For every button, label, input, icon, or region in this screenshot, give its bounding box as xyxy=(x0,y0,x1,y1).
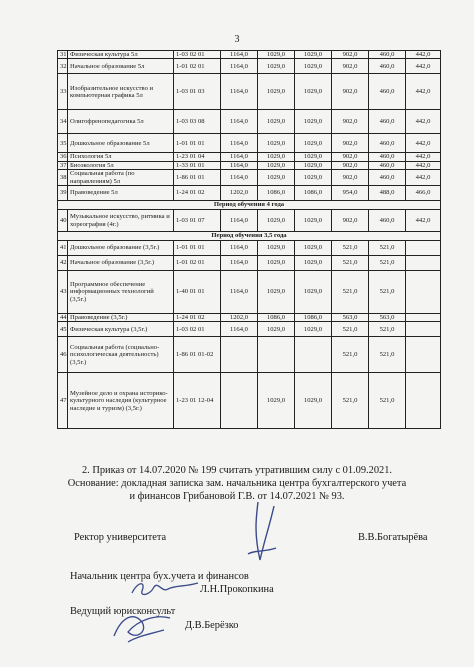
accounting-title: Начальник центра бух.учета и финансов xyxy=(70,571,249,582)
row-number: 36 xyxy=(58,153,68,161)
tuition-value xyxy=(221,337,258,373)
tuition-value xyxy=(406,241,441,256)
table-row xyxy=(58,373,441,429)
table-row xyxy=(58,271,441,314)
row-number: 32 xyxy=(58,59,68,74)
accounting-signature xyxy=(128,575,208,601)
table-row xyxy=(58,161,441,169)
tuition-value: 1029,0 xyxy=(258,210,295,232)
row-number: 45 xyxy=(58,322,68,337)
table-row xyxy=(58,170,441,186)
tuition-value: 1164,0 xyxy=(221,170,258,186)
row-number: 46 xyxy=(58,337,68,373)
section-title: Период обучения 4 года xyxy=(58,201,441,210)
rector-title: Ректор университета xyxy=(74,532,167,543)
tuition-value: 442,0 xyxy=(406,110,441,134)
tuition-value: 902,0 xyxy=(332,161,369,169)
specialty-code: 1-03 03 08 xyxy=(174,110,221,134)
specialty-code: 1-23 01 04 xyxy=(174,153,221,161)
tuition-value: 460,0 xyxy=(369,161,406,169)
table-row xyxy=(58,256,441,271)
tuition-value: 1164,0 xyxy=(221,256,258,271)
tuition-value: 1029,0 xyxy=(295,153,332,161)
tuition-value: 1029,0 xyxy=(295,241,332,256)
row-number: 43 xyxy=(58,271,68,314)
table-row xyxy=(58,210,441,232)
specialty-name: Психология 5л xyxy=(68,153,174,161)
tuition-value: 1086,0 xyxy=(295,186,332,201)
tuition-value: 1086,0 xyxy=(258,186,295,201)
tuition-value: 1164,0 xyxy=(221,241,258,256)
table-row xyxy=(58,134,441,153)
tuition-value: 521,0 xyxy=(369,256,406,271)
tuition-value: 1029,0 xyxy=(295,256,332,271)
tuition-value: 442,0 xyxy=(406,74,441,110)
order-line: 2. Приказ от 14.07.2020 № 199 считать утратившим силу с 01.09.2021. xyxy=(81,465,393,476)
specialty-name: Дошкольное образование (3,5г.) xyxy=(68,241,174,256)
tuition-value: 460,0 xyxy=(369,170,406,186)
specialty-code: 1-03 02 01 xyxy=(174,322,221,337)
tuition-value: 1086,0 xyxy=(295,314,332,322)
row-number: 40 xyxy=(58,210,68,232)
row-number: 34 xyxy=(58,110,68,134)
tuition-value: 521,0 xyxy=(332,256,369,271)
tuition-value: 1029,0 xyxy=(258,59,295,74)
table-row xyxy=(58,314,441,322)
tuition-value: 1029,0 xyxy=(295,210,332,232)
tuition-value: 521,0 xyxy=(369,337,406,373)
table-row xyxy=(58,186,441,201)
tuition-value: 442,0 xyxy=(406,153,441,161)
tuition-value: 1029,0 xyxy=(258,161,295,169)
tuition-value: 902,0 xyxy=(332,59,369,74)
tuition-value: 442,0 xyxy=(406,59,441,74)
tuition-value: 563,0 xyxy=(369,314,406,322)
orders-block xyxy=(0,464,474,503)
tuition-value: 1029,0 xyxy=(258,153,295,161)
tuition-value: 1029,0 xyxy=(258,373,295,429)
tuition-value: 902,0 xyxy=(332,153,369,161)
tuition-value: 488,0 xyxy=(369,186,406,201)
tuition-value: 1164,0 xyxy=(221,322,258,337)
tuition-value: 1029,0 xyxy=(258,170,295,186)
specialty-code: 1-01 02 01 xyxy=(174,256,221,271)
row-number: 31 xyxy=(58,51,68,59)
section-title: Период обучения 3,5 года xyxy=(58,232,441,241)
row-number: 44 xyxy=(58,314,68,322)
tuition-value: 460,0 xyxy=(369,51,406,59)
tuition-value: 521,0 xyxy=(332,271,369,314)
row-number: 39 xyxy=(58,186,68,201)
specialty-name: Правоведение 5л xyxy=(68,186,174,201)
rector-signature xyxy=(240,498,280,566)
specialty-code: 1-01 02 01 xyxy=(174,59,221,74)
row-number: 41 xyxy=(58,241,68,256)
specialty-code: 1-01 01 01 xyxy=(174,241,221,256)
specialty-name: Социальная работа (по направлениям) 5л xyxy=(68,170,174,186)
specialty-name: Изобразительное искусство и компьютерная графика 5л xyxy=(68,74,174,110)
tuition-value: 1029,0 xyxy=(258,322,295,337)
tuition-value: 521,0 xyxy=(332,241,369,256)
specialty-name: Олигофренопедагогика 5л xyxy=(68,110,174,134)
tuition-value xyxy=(406,256,441,271)
tuition-value: 1164,0 xyxy=(221,59,258,74)
tuition-value: 1029,0 xyxy=(258,51,295,59)
table-row xyxy=(58,51,441,59)
table-row xyxy=(58,110,441,134)
tuition-value: 902,0 xyxy=(332,170,369,186)
tuition-table xyxy=(57,50,441,429)
tuition-value xyxy=(221,373,258,429)
tuition-value: 1164,0 xyxy=(221,161,258,169)
tuition-value: 521,0 xyxy=(332,373,369,429)
specialty-code: 1-24 01 02 xyxy=(174,186,221,201)
row-number: 33 xyxy=(58,74,68,110)
specialty-name: Программное обеспечение информационных технологий (3,5г.) xyxy=(68,271,174,314)
tuition-value: 521,0 xyxy=(369,373,406,429)
specialty-code: 1-33 01 01 xyxy=(174,161,221,169)
table-row xyxy=(58,74,441,110)
tuition-value: 460,0 xyxy=(369,110,406,134)
tuition-value: 902,0 xyxy=(332,51,369,59)
tuition-value xyxy=(406,314,441,322)
tuition-value: 1029,0 xyxy=(295,322,332,337)
row-number: 47 xyxy=(58,373,68,429)
tuition-value: 1029,0 xyxy=(258,134,295,153)
section-row xyxy=(58,201,441,210)
page-number: 3 xyxy=(234,34,240,45)
tuition-value: 1029,0 xyxy=(295,134,332,153)
tuition-value: 521,0 xyxy=(369,322,406,337)
specialty-code: 1-24 01 02 xyxy=(174,314,221,322)
tuition-value: 1202,0 xyxy=(221,314,258,322)
tuition-value xyxy=(295,337,332,373)
specialty-name: Физическая культура 5л xyxy=(68,51,174,59)
tuition-value: 1029,0 xyxy=(258,110,295,134)
specialty-name: Социальная работа (социально-психологическая деятельность) (3,5г.) xyxy=(68,337,174,373)
tuition-value: 1164,0 xyxy=(221,51,258,59)
tuition-value: 521,0 xyxy=(369,241,406,256)
specialty-name: Биоэкология 5л xyxy=(68,161,174,169)
tuition-value: 1029,0 xyxy=(295,110,332,134)
specialty-code: 1-03 01 03 xyxy=(174,74,221,110)
tuition-value: 902,0 xyxy=(332,134,369,153)
row-number: 37 xyxy=(58,161,68,169)
tuition-value xyxy=(406,373,441,429)
tuition-value: 954,0 xyxy=(332,186,369,201)
lawyer-title: Ведущий юрисконсульт xyxy=(70,606,176,617)
table-row xyxy=(58,59,441,74)
lawyer-name: Д.В.Берёзко xyxy=(185,620,239,631)
specialty-name: Дошкольное образование 5л xyxy=(68,134,174,153)
specialty-name: Физическая культура (3,5г.) xyxy=(68,322,174,337)
tuition-value: 1164,0 xyxy=(221,271,258,314)
tuition-value: 442,0 xyxy=(406,170,441,186)
tuition-value xyxy=(406,337,441,373)
tuition-value xyxy=(406,322,441,337)
tuition-value: 902,0 xyxy=(332,210,369,232)
tuition-value: 1029,0 xyxy=(295,271,332,314)
specialty-name: Музыкальное искусство, ритмика и хореография (4г.) xyxy=(68,210,174,232)
tuition-value: 1029,0 xyxy=(295,51,332,59)
tuition-value: 1029,0 xyxy=(258,241,295,256)
specialty-code: 1-86 01 01 xyxy=(174,170,221,186)
table-row xyxy=(58,337,441,373)
tuition-value: 1086,0 xyxy=(258,314,295,322)
specialty-name: Правоведение (3,5г.) xyxy=(68,314,174,322)
lawyer-signature xyxy=(108,606,178,646)
tuition-value: 521,0 xyxy=(369,271,406,314)
tuition-value: 1029,0 xyxy=(295,74,332,110)
row-number: 42 xyxy=(58,256,68,271)
tuition-value: 1164,0 xyxy=(221,134,258,153)
specialty-code: 1-23 01 12-04 xyxy=(174,373,221,429)
table-row xyxy=(58,241,441,256)
tuition-value: 1029,0 xyxy=(295,373,332,429)
tuition-value: 521,0 xyxy=(332,322,369,337)
tuition-value: 521,0 xyxy=(332,337,369,373)
tuition-value: 1164,0 xyxy=(221,74,258,110)
table-row xyxy=(58,322,441,337)
accounting-name: Л.Н.Прокопкина xyxy=(200,584,274,595)
tuition-value: 442,0 xyxy=(406,134,441,153)
tuition-value: 442,0 xyxy=(406,161,441,169)
tuition-value: 1029,0 xyxy=(295,170,332,186)
tuition-value: 460,0 xyxy=(369,59,406,74)
row-number: 35 xyxy=(58,134,68,153)
tuition-value: 442,0 xyxy=(406,210,441,232)
rector-name: В.В.Богатырёва xyxy=(358,532,428,543)
tuition-value xyxy=(406,271,441,314)
basis-line-1: Основание: докладная записка зам. начальника центра бухгалтерского учета xyxy=(67,478,407,489)
tuition-value: 1164,0 xyxy=(221,153,258,161)
specialty-code: 1-03 02 01 xyxy=(174,51,221,59)
tuition-value: 1029,0 xyxy=(258,271,295,314)
row-number: 38 xyxy=(58,170,68,186)
specialty-name: Начальное образование 5л xyxy=(68,59,174,74)
tuition-value: 1029,0 xyxy=(295,59,332,74)
specialty-name: Музейное дело и охрана историко-культурного наследия (культурное наследие и туризм) (3,5г.) xyxy=(68,373,174,429)
tuition-value: 1029,0 xyxy=(258,256,295,271)
tuition-value: 460,0 xyxy=(369,74,406,110)
tuition-value: 902,0 xyxy=(332,110,369,134)
table-row xyxy=(58,153,441,161)
tuition-value: 460,0 xyxy=(369,210,406,232)
tuition-value: 902,0 xyxy=(332,74,369,110)
tuition-value: 442,0 xyxy=(406,51,441,59)
specialty-code: 1-86 01 01-02 xyxy=(174,337,221,373)
tuition-value: 466,0 xyxy=(406,186,441,201)
specialty-code: 1-01 01 01 xyxy=(174,134,221,153)
specialty-code: 1-03 01 07 xyxy=(174,210,221,232)
tuition-value: 1202,0 xyxy=(221,186,258,201)
tuition-value xyxy=(258,337,295,373)
specialty-name: Начальное образование (3,5г.) xyxy=(68,256,174,271)
tuition-value: 563,0 xyxy=(332,314,369,322)
tuition-value: 460,0 xyxy=(369,153,406,161)
specialty-code: 1-40 01 01 xyxy=(174,271,221,314)
tuition-value: 1029,0 xyxy=(295,161,332,169)
tuition-value: 1029,0 xyxy=(258,74,295,110)
tuition-value: 1164,0 xyxy=(221,210,258,232)
tuition-value: 1164,0 xyxy=(221,110,258,134)
basis-line-2: и финансов Грибановой Г.В. от 14.07.2021 № 93. xyxy=(129,491,345,502)
tuition-value: 460,0 xyxy=(369,134,406,153)
section-row xyxy=(58,232,441,241)
